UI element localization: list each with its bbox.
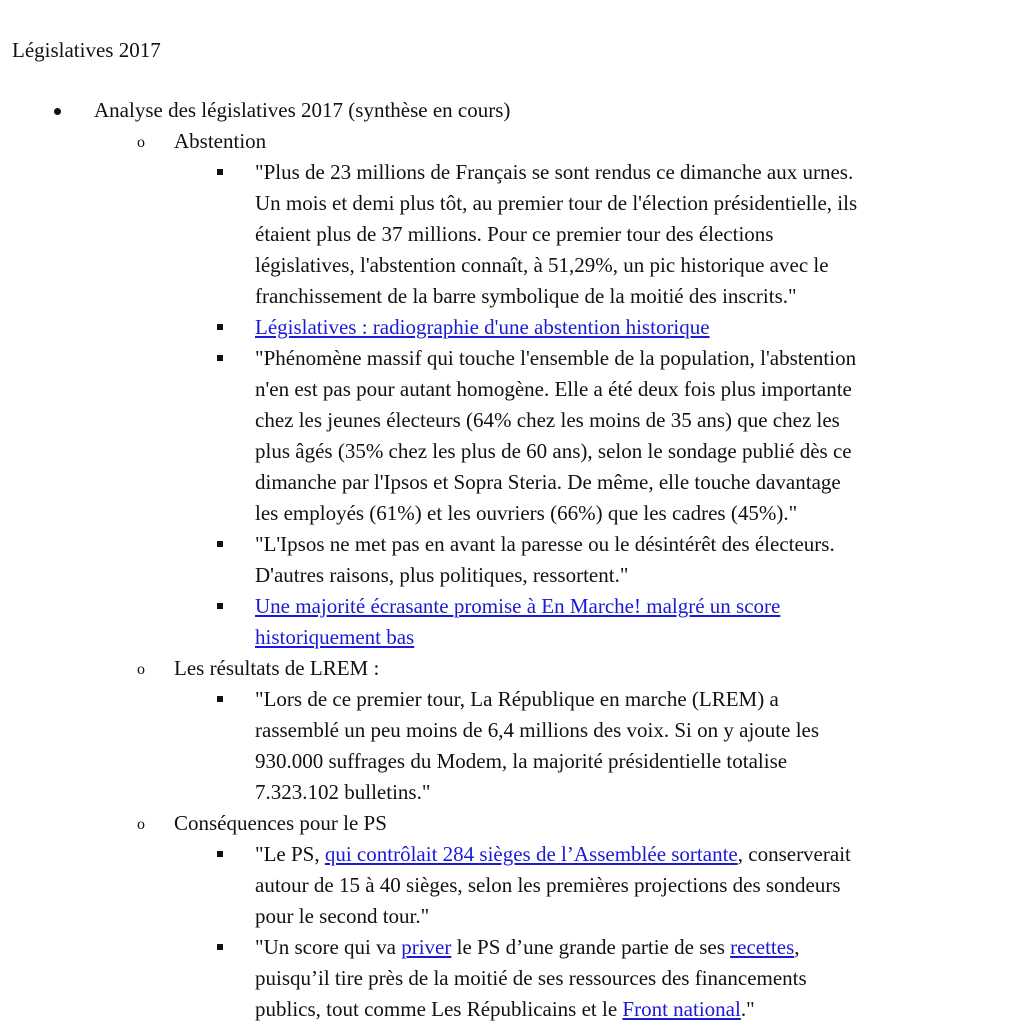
abstention-items	[174, 157, 1024, 653]
link-priver[interactable]: priver	[401, 935, 452, 959]
disc-bullet-icon	[54, 108, 61, 115]
subsection-abstention	[94, 126, 1024, 653]
subsection-lrem	[94, 653, 1024, 808]
text-line	[255, 932, 1022, 963]
text-line: chez les jeunes électeurs (64% chez les moins de 35 ans) que chez les	[255, 408, 840, 432]
text-line	[255, 839, 1022, 870]
link-item	[174, 312, 1024, 343]
text-line: puisqu’il tire près de la moitié de ses ressources des financements	[255, 966, 807, 990]
link-item	[174, 591, 1024, 653]
list-item-analyse	[0, 95, 1024, 1025]
subsection-list	[94, 126, 1024, 1025]
circle-bullet-icon: o	[137, 134, 145, 151]
text-line: autour de 15 à 40 sièges, selon les premières projections des sondeurs	[255, 873, 841, 897]
square-bullet-icon	[217, 944, 223, 950]
square-bullet-icon	[217, 603, 223, 609]
main-list	[0, 95, 1024, 1025]
text-line: pour le second tour."	[255, 904, 430, 928]
square-bullet-icon	[217, 324, 223, 330]
text-line: "Plus de 23 millions de Français se sont rendus ce dimanche aux urnes.	[255, 160, 854, 184]
circle-bullet-icon: o	[137, 661, 145, 678]
text-line: "L'Ipsos ne met pas en avant la paresse ou le désintérêt des électeurs.	[255, 532, 835, 556]
text-line: franchissement de la barre symbolique de la moitié des inscrits."	[255, 284, 797, 308]
text-segment: , conserverait	[737, 842, 851, 866]
text-line: étaient plus de 37 millions. Pour ce premier tour des élections	[255, 222, 774, 246]
square-bullet-icon	[217, 355, 223, 361]
text-line: "Phénomène massif qui touche l'ensemble de la population, l'abstention	[255, 346, 857, 370]
text-line: Un mois et demi plus tôt, au premier tour de l'élection présidentielle, ils	[255, 191, 858, 215]
square-bullet-icon	[217, 696, 223, 702]
text-line: plus âgés (35% chez les plus de 60 ans), selon le sondage publié dès ce	[255, 439, 852, 463]
quote-item	[174, 529, 1024, 591]
text-line: rassemblé un peu moins de 6,4 millions des voix. Si on y ajoute les	[255, 718, 820, 742]
text-segment: "Un score qui va	[255, 935, 402, 959]
square-bullet-icon	[217, 851, 223, 857]
text-line: 930.000 suffrages du Modem, la majorité présidentielle totalise	[255, 749, 788, 773]
text-line: les employés (61%) et les ouvriers (66%) que les cadres (45%)."	[255, 501, 798, 525]
text-line: dimanche par l'Ipsos et Sopra Steria. De même, elle touche davantage	[255, 470, 841, 494]
text-segment: le PS d’une grande partie de ses	[451, 935, 731, 959]
square-bullet-icon	[217, 541, 223, 547]
quote-item	[174, 343, 1024, 529]
text-line: "Lors de ce premier tour, La République en marche (LREM) a	[255, 687, 779, 711]
link-radiographie-abstention[interactable]: Législatives : radiographie d'une abstention historique	[255, 315, 710, 339]
circle-bullet-icon: o	[137, 816, 145, 833]
document-title: Législatives 2017	[12, 38, 161, 62]
subsection-label: Conséquences pour le PS	[174, 811, 387, 835]
text-segment: "Le PS,	[255, 842, 325, 866]
link-majorite-ecrasante[interactable]: Une majorité écrasante promise à En Marche! malgré un score	[255, 594, 781, 618]
text-line: n'en est pas pour autant homogène. Elle a été deux fois plus importante	[255, 377, 852, 401]
text-segment: ,	[794, 935, 800, 959]
text-line: 7.323.102 bulletins."	[255, 780, 431, 804]
ps-items	[174, 839, 1024, 1025]
link-284-sieges[interactable]: qui contrôlait 284 sièges de l’Assemblée sortante	[324, 842, 738, 866]
quote-item	[174, 684, 1024, 808]
section-label: Analyse des législatives 2017 (synthèse en cours)	[94, 98, 511, 122]
subsection-label: Abstention	[174, 129, 267, 153]
subsection-label: Les résultats de LREM :	[174, 656, 380, 680]
text-line	[255, 994, 1022, 1025]
quote-item	[174, 932, 1024, 1025]
link-recettes[interactable]: recettes	[730, 935, 795, 959]
square-bullet-icon	[217, 169, 223, 175]
text-line: législatives, l'abstention connaît, à 51,29%, un pic historique avec le	[255, 253, 829, 277]
text-segment: publics, tout comme Les Républicains et le	[255, 997, 623, 1021]
link-front-national[interactable]: Front national	[622, 997, 741, 1021]
link-majorite-ecrasante-cont[interactable]: historiquement bas	[255, 625, 415, 649]
quote-item	[174, 839, 1024, 932]
subsection-ps	[94, 808, 1024, 1025]
lrem-items	[174, 684, 1024, 808]
text-segment: ."	[740, 997, 755, 1021]
text-line: D'autres raisons, plus politiques, ressortent."	[255, 563, 629, 587]
quote-item	[174, 157, 1024, 312]
